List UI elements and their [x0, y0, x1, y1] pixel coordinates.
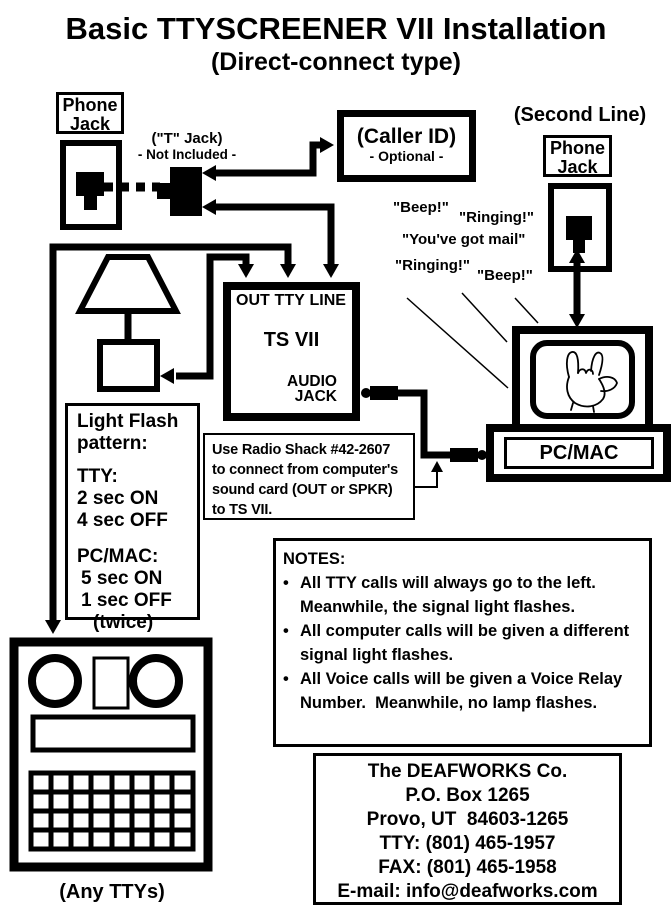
arrow-into-callerid	[320, 137, 334, 153]
bullet-icon: •	[283, 622, 289, 640]
contact-tty: TTY: (801) 465-1957	[379, 833, 556, 854]
bullet-icon: •	[283, 574, 289, 592]
t-jack-note: - Not Included -	[137, 147, 237, 162]
light-flash-pc-off: 1 sec OFF	[81, 590, 172, 611]
radio-note-line2: to connect from computer's	[212, 462, 398, 478]
left-phone-jack-label-line2: Jack	[69, 114, 111, 134]
ts-vii-unit-box	[223, 282, 360, 421]
note-item-text: All computer calls will be given a different signal light flashes.	[300, 622, 630, 664]
arrow-into-tjack-upper	[202, 165, 216, 181]
arrow-into-out-port	[238, 264, 254, 278]
tty-keyboard	[31, 773, 193, 849]
tty-display	[33, 717, 193, 750]
caller-id-note: - Optional -	[369, 148, 444, 164]
tty-machine-drawing	[14, 642, 208, 867]
contact-fax: FAX: (801) 465-1958	[378, 857, 557, 878]
t-jack-adapter-icon	[157, 167, 202, 216]
arrow-into-lamp-base	[160, 368, 174, 384]
pc-mac-label-box: PC/MAC	[504, 437, 654, 469]
light-flash-pc-note: (twice)	[93, 612, 154, 633]
sound-text-beep-1: "Beep!"	[393, 199, 449, 216]
signal-lamp-drawing	[80, 257, 176, 389]
port-label-line: LINE	[309, 292, 346, 309]
note-item	[283, 619, 649, 667]
light-flash-tty-off: 4 sec OFF	[77, 510, 168, 531]
port-label-tty: TTY	[274, 292, 305, 309]
light-flash-title-line2: pattern:	[77, 433, 148, 454]
tty-caption: (Any TTYs)	[59, 881, 165, 903]
arrow-into-tjack-lower	[202, 199, 216, 215]
audio-plug-left-icon	[361, 386, 398, 400]
second-line-caption: (Second Line)	[513, 104, 647, 126]
page-subtitle: (Direct-connect type)	[210, 48, 462, 76]
radio-note-line1: Use Radio Shack #42-2607	[212, 442, 391, 458]
lamp-shade	[80, 257, 176, 311]
note-item	[283, 571, 649, 619]
sound-text-beep-2: "Beep!"	[477, 267, 533, 284]
note-item	[283, 667, 649, 715]
page-title: Basic TTYSCREENER VII Installation	[65, 11, 607, 46]
tty-acoustic-cup-right	[133, 658, 179, 704]
notes-box	[273, 538, 652, 747]
light-flash-tty-on: 2 sec ON	[77, 488, 159, 509]
light-flash-tty-heading: TTY:	[77, 466, 118, 487]
audio-jack-label	[287, 374, 337, 404]
contact-info-box	[313, 753, 622, 905]
second-phone-jack-label-line1: Phone	[549, 138, 605, 158]
contact-company: The DEAFWORKS Co.	[367, 761, 568, 782]
audio-jack-label-line1: AUDIO	[287, 373, 337, 390]
radio-note-line4: to TS VII.	[212, 502, 273, 518]
note-item-text: All Voice calls will be given a Voice Relay Number. Meanwhile, no lamp flashes.	[300, 670, 623, 712]
light-flash-pc-heading: PC/MAC:	[77, 546, 159, 567]
light-flash-title-line1: Light Flash	[77, 411, 179, 432]
ts-vii-name: TS VII	[263, 329, 320, 351]
radio-shack-note-box	[203, 433, 415, 520]
sound-text-youve-got-mail: "You've got mail"	[402, 231, 526, 248]
note-item-text: All TTY calls will always go to the left. Meanwhile, the signal light flashes.	[300, 574, 596, 616]
tty-acoustic-cup-left	[32, 658, 78, 704]
arrow-into-line-port	[323, 264, 339, 278]
monitor-screen	[533, 343, 632, 416]
sound-text-ringing-2: "Ringing!"	[395, 257, 471, 274]
ts-vii-ports-row	[231, 290, 352, 310]
contact-po-box: P.O. Box 1265	[405, 785, 530, 806]
notes-heading: NOTES:	[283, 550, 346, 568]
second-phone-jack-label-box	[543, 135, 612, 177]
radio-note-line3: sound card (OUT or SPKR)	[212, 482, 393, 498]
arrow-into-tty-port	[280, 264, 296, 278]
arrow-into-monitor	[569, 314, 585, 328]
port-label-out: OUT	[236, 292, 270, 309]
sound-text-ringing-1: "Ringing!"	[459, 209, 535, 226]
light-flash-pattern-box	[65, 403, 200, 633]
arrow-into-tty-machine	[45, 620, 61, 634]
caller-id-box	[337, 110, 476, 182]
lamp-base	[100, 342, 157, 389]
left-phone-jack-label-box	[56, 92, 124, 134]
caller-id-label: (Caller ID)	[356, 125, 457, 148]
audio-jack-label-line2: JACK	[294, 388, 337, 405]
t-jack-label: ("T" Jack)	[151, 130, 223, 147]
audio-plug-right-icon	[450, 448, 487, 462]
radio-note-callout-arrow	[415, 461, 443, 487]
light-flash-pc-on: 5 sec ON	[81, 568, 163, 589]
tty-handset-cradle	[94, 658, 128, 708]
contact-email: E-mail: info@deafworks.com	[337, 881, 598, 902]
left-phone-jack-label-line1: Phone	[62, 95, 118, 115]
contact-city: Provo, UT 84603-1265	[366, 809, 569, 830]
second-phone-jack-label-line2: Jack	[557, 157, 598, 177]
bullet-icon: •	[283, 670, 289, 688]
